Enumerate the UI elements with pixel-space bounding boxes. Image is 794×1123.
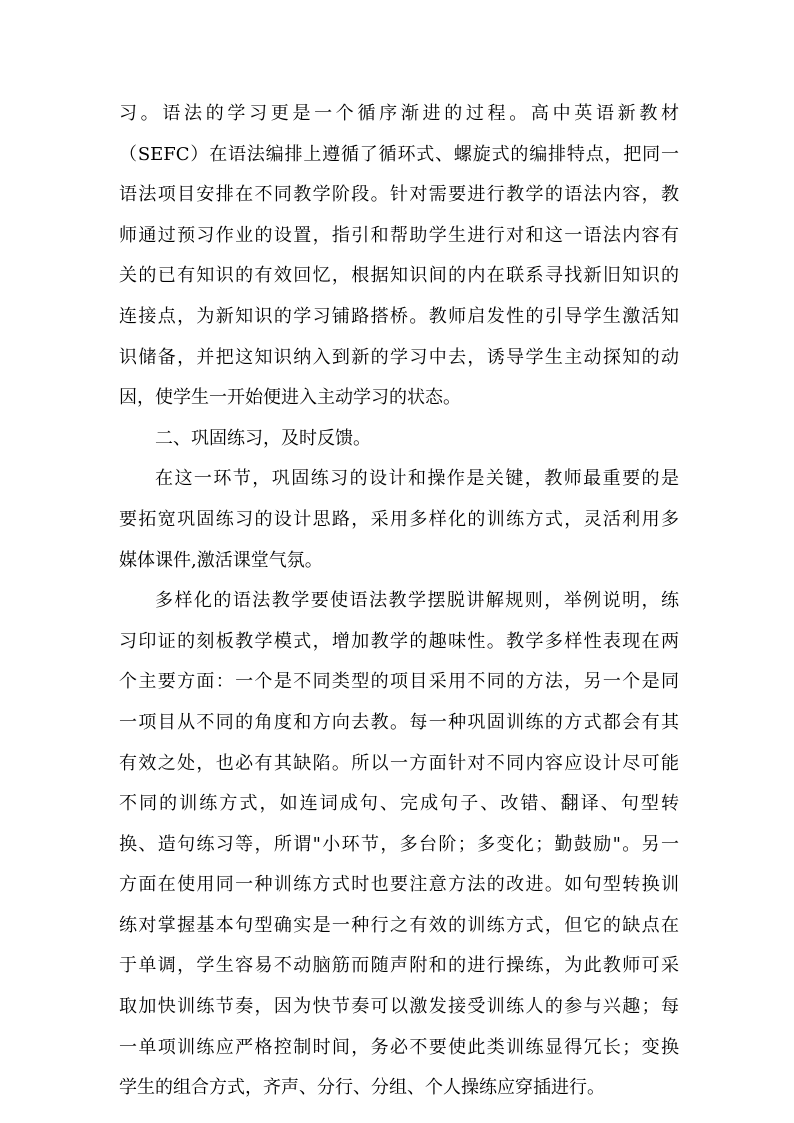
paragraph-1-line: 识储备，并把这知识纳入到新的学习中去，诱导学生主动探知的动 [119, 346, 679, 368]
paragraph-1-line: 连接点，为新知识的学习铺路搭桥。教师启发性的引导学生激活知 [119, 305, 679, 327]
paragraph-3-line: 不同的训练方式，如连词成句、完成句子、改错、翻译、句型转 [119, 793, 679, 815]
paragraph-1-line: 因，使学生一开始便进入主动学习的状态。 [119, 387, 461, 409]
paragraph-2-line: 媒体课件,激活课堂气氛。 [119, 549, 323, 571]
paragraph-3-line: 习印证的刻板教学模式，增加教学的趣味性。教学多样性表现在两 [119, 630, 679, 652]
paragraph-3-line: 有效之处，也必有其缺陷。所以一方面针对不同内容应设计尽可能 [119, 752, 679, 774]
paragraph-2-line: 要拓宽巩固练习的设计思路，采用多样化的训练方式，灵活利用多 [119, 508, 679, 530]
document-body [119, 94, 679, 1109]
section-heading: 二、巩固练习，及时反馈。 [155, 427, 371, 449]
paragraph-3-line: 换、造句练习等，所谓"小环节，多台阶；多变化；勤鼓励"。另一 [119, 833, 679, 855]
paragraph-3-line: 于单调，学生容易不动脑筋而随声附和的进行操练，为此教师可采 [119, 955, 679, 977]
paragraph-3-line: 个主要方面：一个是不同类型的项目采用不同的方法，另一个是同 [119, 671, 679, 693]
paragraph-1-line: 语法项目安排在不同教学阶段。针对需要进行教学的语法内容，教 [119, 184, 679, 206]
paragraph-3-line: 一项目从不同的角度和方向去教。每一种巩固训练的方式都会有其 [119, 711, 679, 733]
paragraph-3-line: 取加快训练节奏，因为快节奏可以激发接受训练人的参与兴趣；每 [119, 996, 679, 1018]
paragraph-2-line: 在这一环节，巩固练习的设计和操作是关键，教师最重要的是 [155, 468, 679, 490]
paragraph-3-line: 多样化的语法教学要使语法教学摆脱讲解规则，举例说明，练 [155, 590, 679, 612]
paragraph-1-line: （SEFC）在语法编排上遵循了循环式、螺旋式的编排特点，把同一 [119, 143, 679, 165]
paragraph-1-line: 关的已有知识的有效回忆，根据知识间的内在联系寻找新旧知识的 [119, 265, 679, 287]
paragraph-3-line: 练对掌握基本句型确实是一种行之有效的训练方式，但它的缺点在 [119, 914, 679, 936]
paragraph-3-line: 一单项训练应严格控制时间，务必不要使此类训练显得冗长；变换 [119, 1036, 679, 1058]
paragraph-3-line: 方面在使用同一种训练方式时也要注意方法的改进。如句型转换训 [119, 874, 679, 896]
paragraph-3-line: 学生的组合方式，齐声、分行、分组、个人操练应穿插进行。 [119, 1077, 605, 1099]
paragraph-1-line: 习。语法的学习更是一个循序渐进的过程。高中英语新教材 [119, 103, 679, 124]
paragraph-1-line: 师通过预习作业的设置，指引和帮助学生进行对和这一语法内容有 [119, 224, 679, 246]
